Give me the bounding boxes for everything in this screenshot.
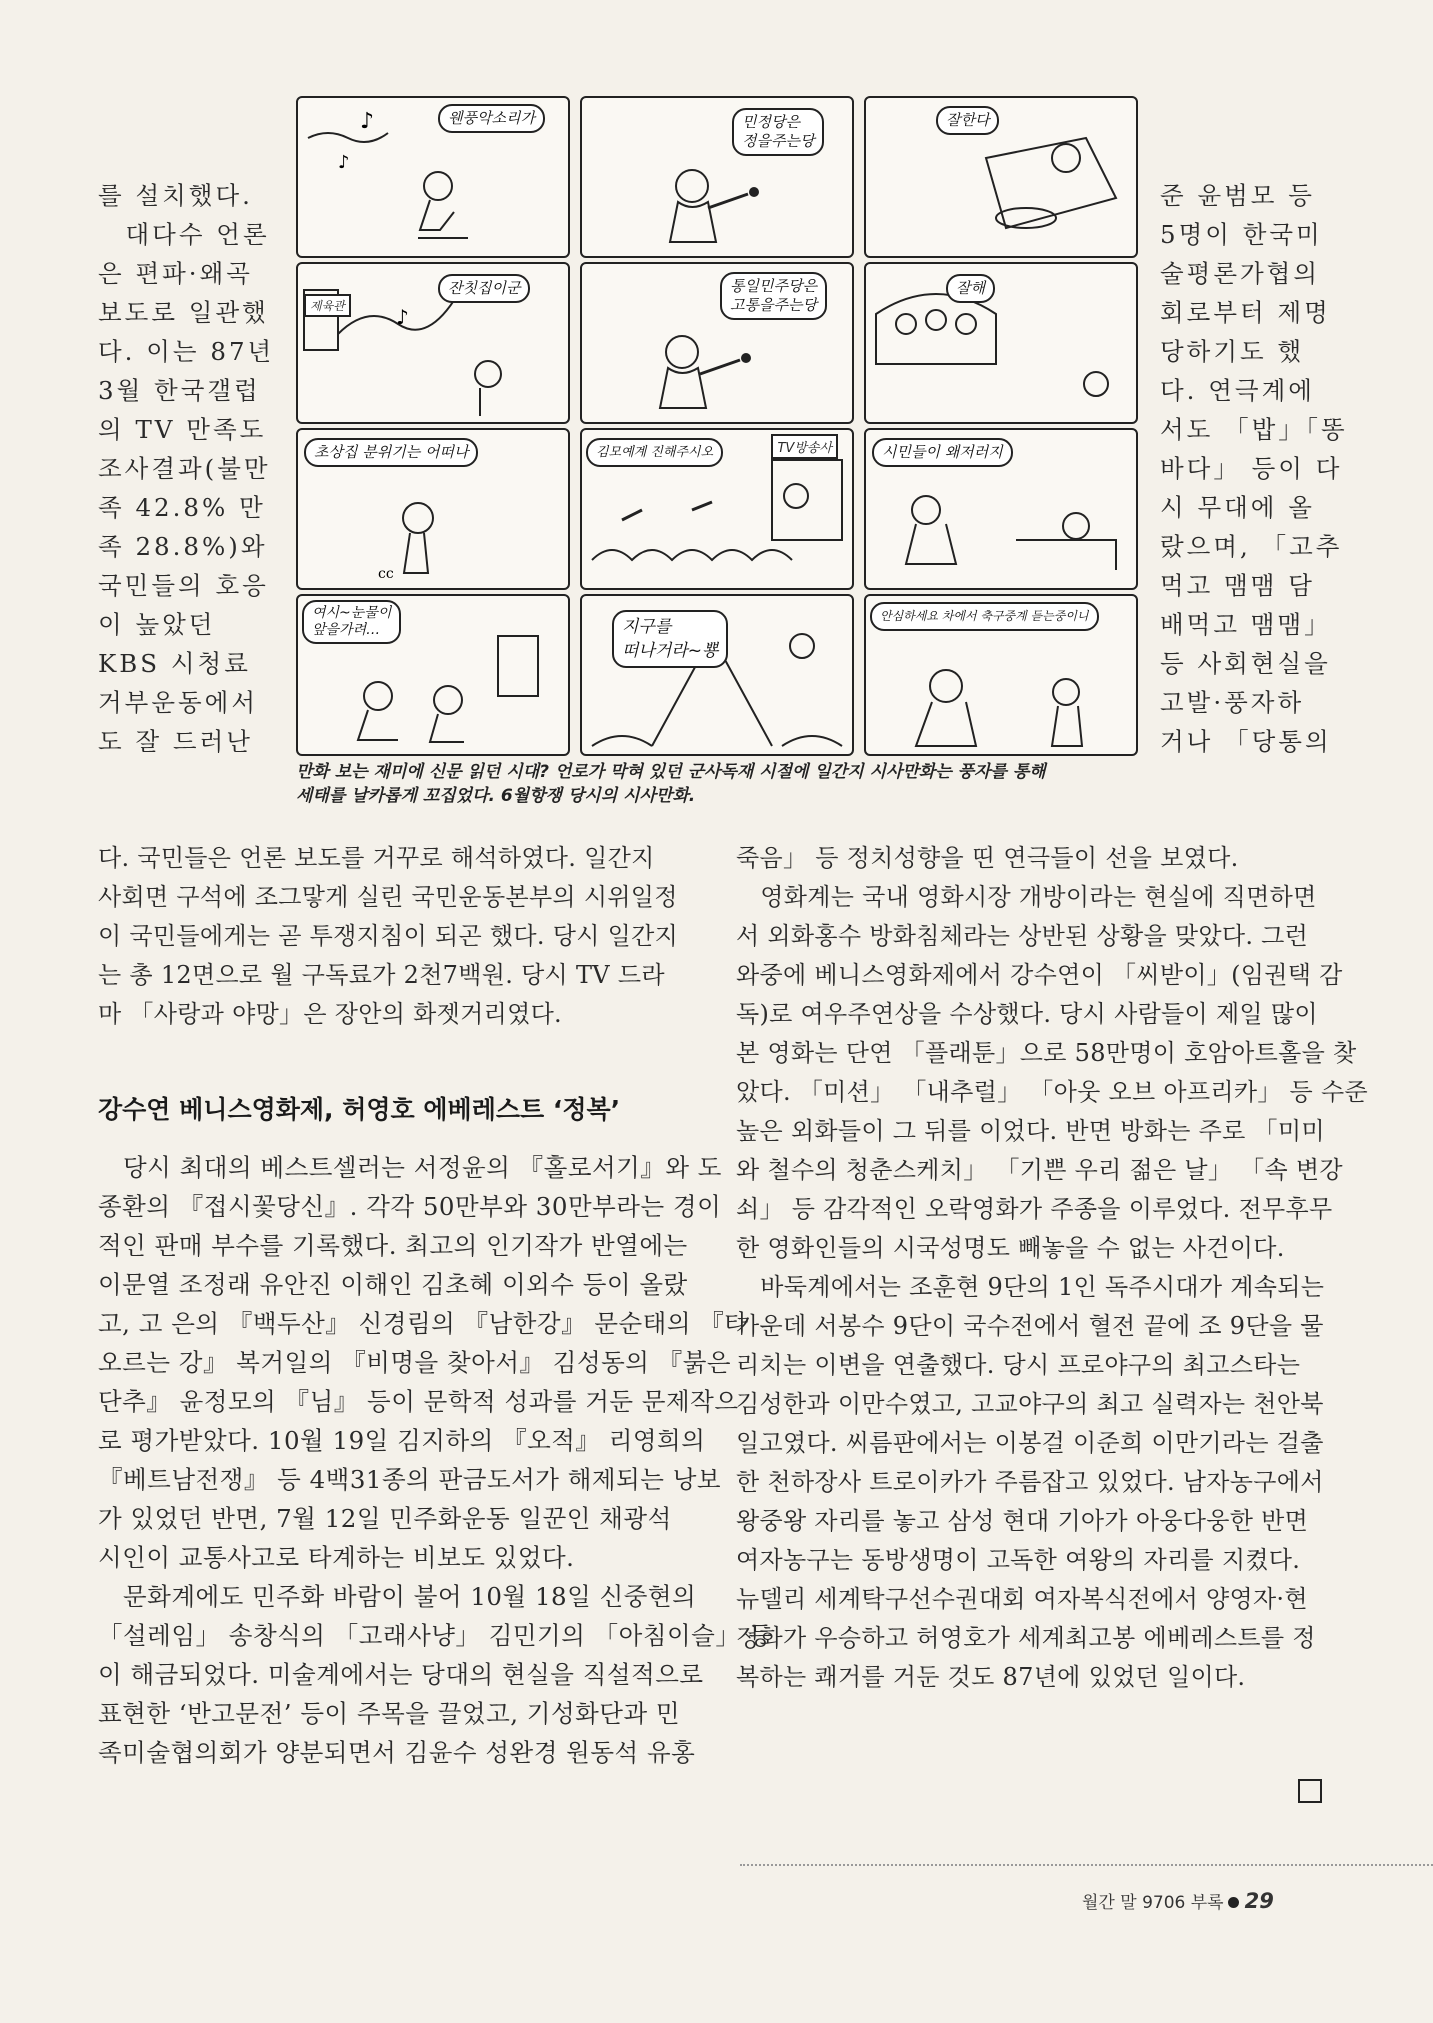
- cartoon-drawing-6: [866, 264, 1136, 422]
- body-text-line: 조사결과(불만: [98, 454, 271, 483]
- body-text-line: 거나 「당통의: [1160, 727, 1332, 756]
- footer-rule: [740, 1864, 1433, 1866]
- section-heading: 강수연 베니스영화제, 허영호 에베레스트 ‘정복’: [98, 1095, 621, 1124]
- cartoon-bubble-4: 잔칫집이군: [438, 274, 530, 303]
- body-text-line: 시 무대에 올: [1160, 493, 1315, 522]
- body-text-line: 고, 고 은의 『백두산』 신경림의 『남한강』 문순태의 『타: [98, 1309, 749, 1338]
- body-text-line: 한 천하장사 트로이카가 주름잡고 있었다. 남자농구에서: [736, 1468, 1324, 1496]
- caption-line: 만화 보는 재미에 신문 읽던 시대? 언로가 막혀 있던 군사독재 시절에 일간지 시사만화는 풍자를 통해: [296, 762, 1046, 782]
- body-text-line: 당하기도 했: [1160, 337, 1305, 366]
- body-text-line: 바둑계에서는 조훈현 9단의 1인 독주시대가 계속되는: [736, 1273, 1325, 1301]
- cartoon-drawing-3: [866, 98, 1136, 256]
- body-text-line: 는 총 12면으로 월 구독료가 2천7백원. 당시 TV 드라: [98, 961, 665, 989]
- cartoon-bubble-5: 통일민주당은 고통을주는당: [720, 272, 827, 320]
- body-text-line: 사회면 구석에 조그맣게 실린 국민운동본부의 시위일정: [98, 883, 678, 911]
- cartoon-bubble-1: 웬풍악소리가: [438, 104, 545, 133]
- body-text-line: 오르는 강』 복거일의 『비명을 찾아서』 김성동의 『붉은: [98, 1348, 732, 1377]
- cartoon-panel-2: [580, 96, 854, 258]
- cartoon-bubble-10: 여시~눈물이 앞을가려…: [302, 600, 401, 644]
- svg-text:cc: cc: [378, 566, 394, 582]
- body-text-line: 마 「사랑과 야망」은 장안의 화젯거리였다.: [98, 1000, 562, 1028]
- body-text-line: 를 설치했다.: [98, 181, 253, 210]
- body-text-line: 술평론가협의: [1160, 259, 1321, 288]
- left-main-column: [98, 839, 692, 1034]
- body-text-line: 다. 연극계에: [1160, 376, 1315, 405]
- body-text-line: 이문열 조정래 유안진 이해인 김초혜 이외수 등이 올랐: [98, 1270, 688, 1299]
- cartoon-bubble-6: 잘해: [946, 274, 995, 303]
- body-text-line: 이 해금되었다. 미술계에서는 당대의 현실을 직설적으로: [98, 1660, 704, 1689]
- body-text-line: 배먹고 맴맴」: [1160, 610, 1332, 639]
- body-text-line: 의 TV 만족도: [98, 415, 267, 444]
- bullet-icon: [1228, 1897, 1239, 1908]
- body-text-line: 죽음」 등 정치성향을 띤 연극들이 선을 보였다.: [736, 844, 1239, 872]
- body-text-line: KBS 시청료: [98, 649, 251, 678]
- cartoon-panel-7: [296, 428, 570, 590]
- body-text-line: 대다수 언론: [98, 220, 270, 249]
- body-text-line: 가 있었던 반면, 7월 12일 민주화운동 일꾼인 채광석: [98, 1504, 672, 1533]
- body-text-line: 았다. 「미션」 「내추럴」 「아웃 오브 아프리카」 등 수준: [736, 1078, 1368, 1106]
- body-text-line: 종환의 『접시꽃당신』. 각각 50만부와 30만부라는 경이: [98, 1192, 722, 1221]
- body-text-line: 가운데 서봉수 9단이 국수전에서 혈전 끝에 조 9단을 물: [736, 1312, 1324, 1340]
- cartoon-caption: [296, 760, 1156, 808]
- body-text-line: 서도 「밥」「똥: [1160, 415, 1348, 444]
- cartoon-bubble-8: 김모예계 진해주시오: [586, 438, 723, 467]
- cartoon-panel-3: [864, 96, 1138, 258]
- body-text-line: 본 영화는 단연 「플래툰」으로 58만명이 호암아트홀을 찾: [736, 1039, 1357, 1067]
- body-text-line: 이 높았던: [98, 610, 216, 639]
- body-text-line: 독)로 여우주연상을 수상했다. 당시 사람들이 제일 많이: [736, 1000, 1318, 1028]
- cartoon-panel-1: [296, 96, 570, 258]
- cartoon-panel-4: [296, 262, 570, 424]
- cartoon-bubble-11: 지구를 떠나거라~뿅: [612, 610, 728, 668]
- right-main-column: [736, 839, 1368, 1697]
- body-text-line: 시인이 교통사고로 타계하는 비보도 있었다.: [98, 1543, 575, 1572]
- body-text-line: 먹고 맴맴 담: [1160, 571, 1315, 600]
- body-text-line: 와중에 베니스영화제에서 강수연이 「씨받이」(임권택 감: [736, 961, 1343, 989]
- body-text-line: 다. 이는 87년: [98, 337, 275, 366]
- page-footer: [1082, 1888, 1274, 1913]
- body-text-line: 이 국민들에게는 곧 투쟁지침이 되곤 했다. 당시 일간지: [98, 922, 679, 950]
- left-narrow-column: [98, 176, 288, 761]
- cartoon-panel-10: [296, 594, 570, 756]
- body-text-line: 당시 최대의 베스트셀러는 서정윤의 『홀로서기』와 도: [98, 1153, 722, 1182]
- cartoon-panel-11: [580, 594, 854, 756]
- cartoon-bubble-7: 초상집 분위기는 어떠나: [304, 438, 478, 467]
- political-cartoon: [296, 96, 1144, 770]
- body-text-line: 높은 외화들이 그 뒤를 이었다. 반면 방화는 주로 「미미: [736, 1117, 1325, 1145]
- body-text-line: 정화가 우승하고 허영호가 세계최고봉 에베레스트를 정: [736, 1624, 1316, 1652]
- cartoon-sign-gym: 제육관: [304, 294, 351, 317]
- body-text-line: 김성한과 이만수였고, 고교야구의 최고 실력자는 천안북: [736, 1390, 1324, 1418]
- body-text-line: 도 잘 드러난: [98, 727, 253, 756]
- body-text-line: 족미술협의회가 양분되면서 김윤수 성완경 원동석 유홍: [98, 1738, 696, 1767]
- body-text-line: 은 편파·왜곡: [98, 259, 253, 288]
- body-text-line: 고발·풍자하: [1160, 688, 1305, 717]
- body-text-line: 다. 국민들은 언론 보도를 거꾸로 해석하였다. 일간지: [98, 844, 655, 872]
- end-mark-box: [1298, 1779, 1322, 1803]
- cartoon-bubble-2: 민정당은 정을주는당: [732, 108, 824, 156]
- body-text-line: 보도로 일관했: [98, 298, 269, 327]
- body-text-line: 왕중왕 자리를 놓고 삼성 현대 기아가 아웅다웅한 반면: [736, 1507, 1309, 1535]
- body-text-line: 리치는 이변을 연출했다. 당시 프로야구의 최고스타는: [736, 1351, 1301, 1379]
- cartoon-panel-12: [864, 594, 1138, 756]
- body-text-line: 족 28.8%)와: [98, 532, 268, 561]
- cartoon-panel-6: [864, 262, 1138, 424]
- svg-text:♪: ♪: [360, 109, 375, 134]
- body-text-line: 등 사회현실을: [1160, 649, 1331, 678]
- body-text-line: 준 윤범모 등: [1160, 181, 1315, 210]
- cartoon-bubble-12: 안심하세요 차에서 축구중계 듣는중이니: [870, 602, 1099, 631]
- cartoon-bubble-3: 잘한다: [936, 106, 999, 135]
- body-text-line: 한 영화인들의 시국성명도 빼놓을 수 없는 사건이다.: [736, 1234, 1285, 1262]
- body-text-line: 로 평가받았다. 10월 19일 김지하의 『오적』 리영희의: [98, 1426, 706, 1455]
- body-text-line: 뉴델리 세계탁구선수권대회 여자복식전에서 양영자·현: [736, 1585, 1308, 1613]
- body-text-line: 거부운동에서: [98, 688, 259, 717]
- body-text-line: 영화계는 국내 영화시장 개방이라는 현실에 직면하면: [736, 883, 1317, 911]
- body-text-line: 서 외화홍수 방화침체라는 상반된 상황을 맞았다. 그런: [736, 922, 1309, 950]
- svg-text:♪: ♪: [396, 305, 409, 329]
- magazine-name: 월간 말 9706 부록: [1082, 1893, 1224, 1913]
- body-text-line: 여자농구는 동방생명이 고독한 여왕의 자리를 지켰다.: [736, 1546, 1301, 1574]
- body-text-line: 『베트남전쟁』 등 4백31종의 판금도서가 해제되는 낭보: [98, 1465, 722, 1494]
- body-text-line: 표현한 ‘반고문전’ 등이 주목을 끌었고, 기성화단과 민: [98, 1699, 681, 1728]
- body-text-line: 복하는 쾌거를 거둔 것도 87년에 있었던 일이다.: [736, 1663, 1246, 1691]
- body-text-line: 5명이 한국미: [1160, 220, 1323, 249]
- body-text-line: 「설레임」 송창식의 「고래사냥」 김민기의 「아침이슬」 등: [98, 1621, 773, 1650]
- body-text-line: 문화계에도 민주화 바람이 불어 10월 18일 신중현의: [98, 1582, 697, 1611]
- cartoon-panel-9: [864, 428, 1138, 590]
- svg-text:♪: ♪: [338, 152, 350, 173]
- body-text-line: 일고였다. 씨름판에서는 이봉걸 이준희 이만기라는 걸출: [736, 1429, 1324, 1457]
- body-text-line: 단추』 윤정모의 『님』 등이 문학적 성과를 거둔 문제작으: [98, 1387, 739, 1416]
- body-text-line: 랐으며, 「고추: [1160, 532, 1343, 561]
- body-text-line: 족 42.8% 만: [98, 493, 266, 522]
- right-narrow-column: [1160, 176, 1360, 761]
- body-text-line: 적인 판매 부수를 기록했다. 최고의 인기작가 반열에는: [98, 1231, 688, 1260]
- body-text-line: 회로부터 제명: [1160, 298, 1331, 327]
- caption-line: 세태를 날카롭게 꼬집었다. 6월항쟁 당시의 시사만화.: [296, 786, 696, 806]
- body-text-line: 와 철수의 청춘스케치」 「기쁜 우리 젊은 날」 「속 변강: [736, 1156, 1343, 1184]
- page-number: 29: [1244, 1889, 1274, 1913]
- body-text-line: 바다」 등이 다: [1160, 454, 1343, 483]
- cartoon-sign-tv: TV방송사: [771, 434, 838, 459]
- cartoon-panel-8: [580, 428, 854, 590]
- cartoon-panel-5: [580, 262, 854, 424]
- body-text-line: 국민들의 호응: [98, 571, 269, 600]
- body-text-line: 3월 한국갤럽: [98, 376, 261, 405]
- left-column-continued: [98, 1148, 773, 1772]
- body-text-line: 쇠」 등 감각적인 오락영화가 주종을 이루었다. 전무후무: [736, 1195, 1333, 1223]
- cartoon-bubble-9: 시민들이 왜저러지: [872, 438, 1013, 467]
